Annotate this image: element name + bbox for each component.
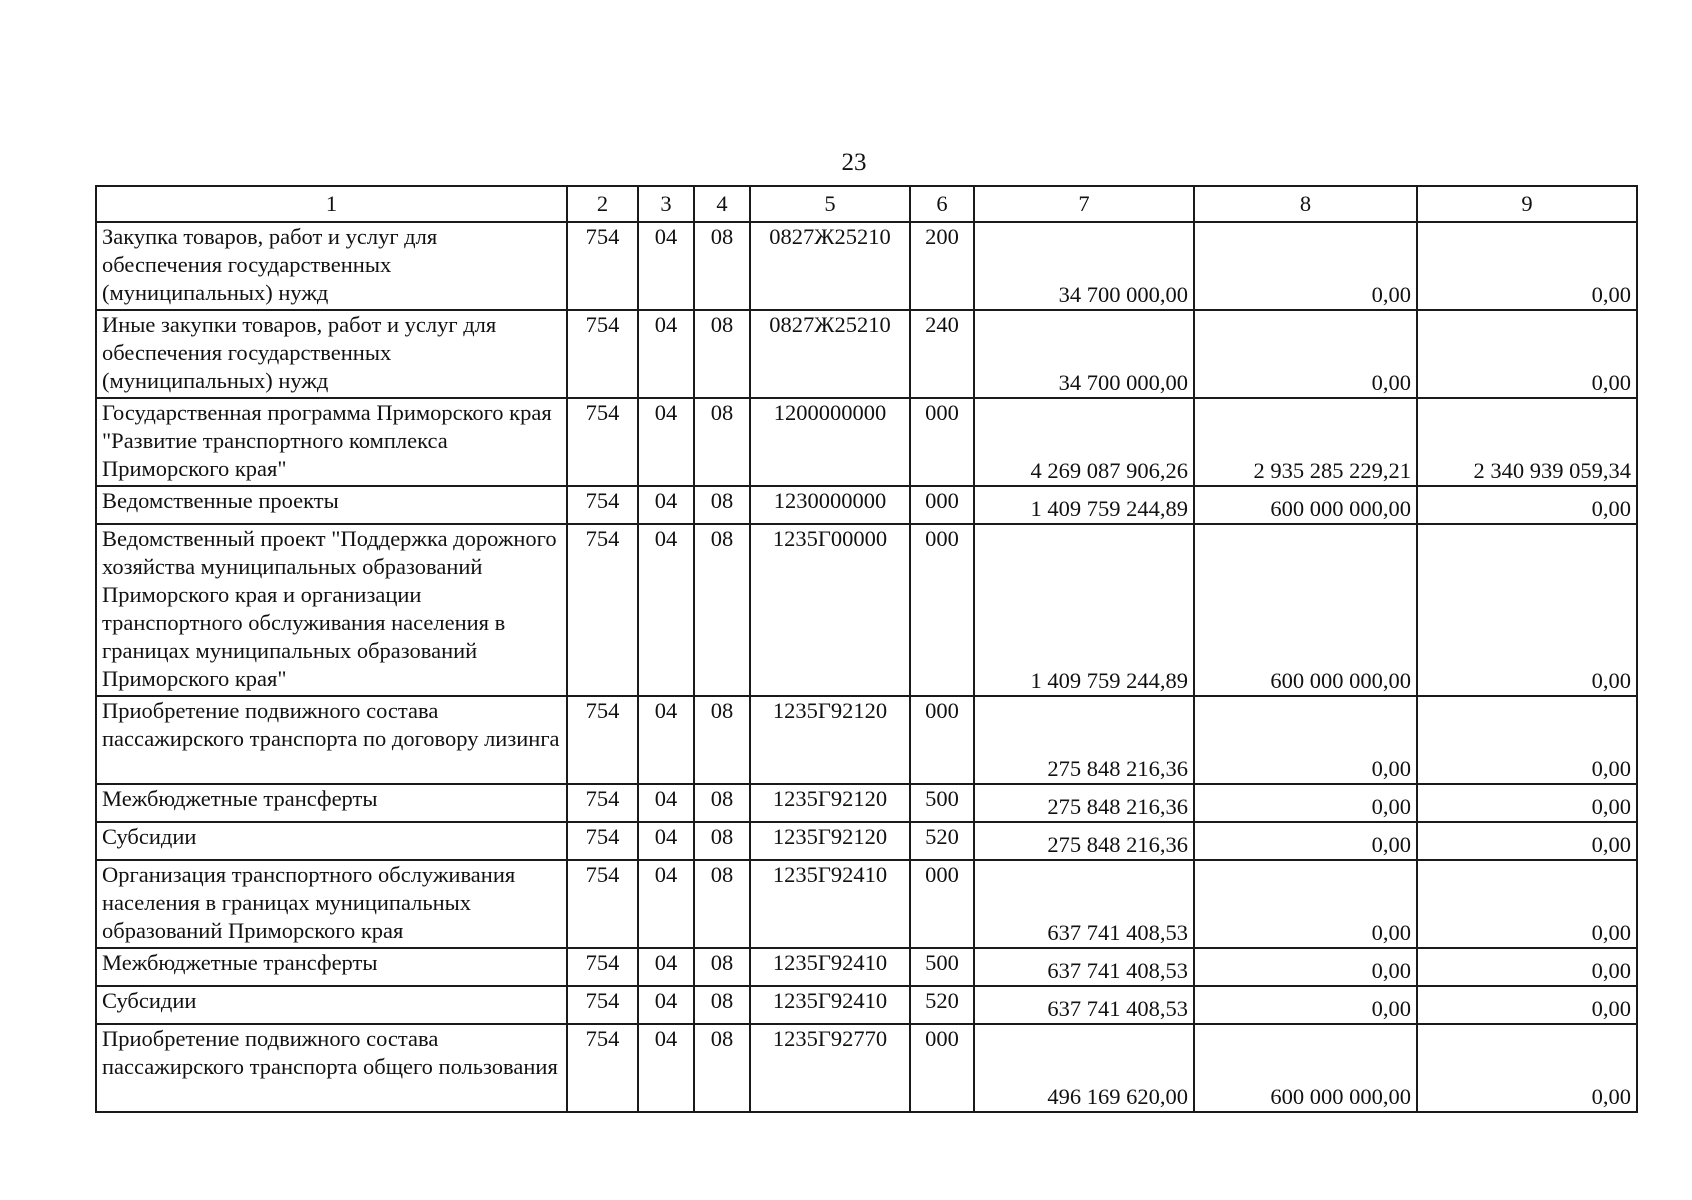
cell-amount-7: 637 741 408,53 — [974, 948, 1194, 986]
cell-code-5: 1235Г92120 — [750, 696, 910, 784]
cell-amount-7: 637 741 408,53 — [974, 860, 1194, 948]
cell-code-5: 1235Г92770 — [750, 1024, 910, 1112]
cell-amount-8: 0,00 — [1194, 310, 1417, 398]
cell-amount-9: 0,00 — [1417, 948, 1637, 986]
cell-code-4: 08 — [694, 222, 750, 310]
cell-code-3: 04 — [638, 310, 694, 398]
column-header: 4 — [694, 186, 750, 222]
cell-amount-9: 0,00 — [1417, 784, 1637, 822]
cell-code-2: 754 — [567, 222, 638, 310]
row-name: Межбюджетные трансферты — [96, 948, 567, 986]
row-name: Государственная программа Приморского края "Развитие транспортного комплекса Приморского края" — [96, 398, 567, 486]
cell-amount-9: 0,00 — [1417, 986, 1637, 1024]
cell-code-6: 000 — [910, 486, 974, 524]
row-name: Иные закупки товаров, работ и услуг для обеспечения государственных (муниципальных) нужд — [96, 310, 567, 398]
table-row — [96, 948, 1637, 986]
budget-table — [95, 185, 1638, 1113]
table-row — [96, 310, 1637, 398]
column-header: 5 — [750, 186, 910, 222]
cell-code-2: 754 — [567, 784, 638, 822]
cell-amount-9: 0,00 — [1417, 222, 1637, 310]
cell-code-5: 1230000000 — [750, 486, 910, 524]
cell-code-6: 000 — [910, 1024, 974, 1112]
row-name: Ведомственный проект "Поддержка дорожного хозяйства муниципальных образований Приморского края и организации транспортного обслуживания населения в границах муниципальных образований Приморского края" — [96, 524, 567, 696]
cell-code-6: 200 — [910, 222, 974, 310]
cell-code-2: 754 — [567, 1024, 638, 1112]
cell-code-5: 1235Г92410 — [750, 948, 910, 986]
cell-amount-7: 1 409 759 244,89 — [974, 486, 1194, 524]
cell-amount-7: 4 269 087 906,26 — [974, 398, 1194, 486]
column-header: 8 — [1194, 186, 1417, 222]
cell-amount-8: 0,00 — [1194, 948, 1417, 986]
cell-code-6: 000 — [910, 524, 974, 696]
cell-amount-8: 0,00 — [1194, 696, 1417, 784]
cell-code-6: 500 — [910, 784, 974, 822]
cell-code-5: 1235Г92120 — [750, 784, 910, 822]
table-row — [96, 696, 1637, 784]
cell-amount-7: 275 848 216,36 — [974, 696, 1194, 784]
page-number: 23 — [841, 149, 867, 176]
cell-code-4: 08 — [694, 860, 750, 948]
cell-code-3: 04 — [638, 986, 694, 1024]
cell-code-5: 1235Г92410 — [750, 986, 910, 1024]
cell-code-2: 754 — [567, 310, 638, 398]
cell-code-6: 520 — [910, 822, 974, 860]
column-header: 1 — [96, 186, 567, 222]
cell-amount-7: 275 848 216,36 — [974, 822, 1194, 860]
cell-code-2: 754 — [567, 486, 638, 524]
cell-code-4: 08 — [694, 398, 750, 486]
column-header: 7 — [974, 186, 1194, 222]
cell-amount-8: 600 000 000,00 — [1194, 486, 1417, 524]
cell-code-4: 08 — [694, 1024, 750, 1112]
row-name: Приобретение подвижного состава пассажирского транспорта общего пользования — [96, 1024, 567, 1112]
table-row — [96, 398, 1637, 486]
cell-amount-7: 34 700 000,00 — [974, 310, 1194, 398]
cell-code-4: 08 — [694, 486, 750, 524]
cell-code-3: 04 — [638, 822, 694, 860]
cell-code-3: 04 — [638, 222, 694, 310]
row-name: Ведомственные проекты — [96, 486, 567, 524]
cell-code-3: 04 — [638, 524, 694, 696]
cell-code-4: 08 — [694, 948, 750, 986]
cell-amount-9: 0,00 — [1417, 822, 1637, 860]
cell-code-5: 0827Ж25210 — [750, 310, 910, 398]
cell-code-5: 1235Г00000 — [750, 524, 910, 696]
table-row — [96, 784, 1637, 822]
cell-code-6: 000 — [910, 696, 974, 784]
cell-amount-7: 34 700 000,00 — [974, 222, 1194, 310]
cell-code-2: 754 — [567, 860, 638, 948]
column-header: 9 — [1417, 186, 1637, 222]
cell-code-6: 240 — [910, 310, 974, 398]
cell-amount-8: 0,00 — [1194, 986, 1417, 1024]
cell-amount-9: 2 340 939 059,34 — [1417, 398, 1637, 486]
cell-code-3: 04 — [638, 860, 694, 948]
column-header: 2 — [567, 186, 638, 222]
cell-code-2: 754 — [567, 822, 638, 860]
cell-code-5: 1235Г92410 — [750, 860, 910, 948]
table-row — [96, 1024, 1637, 1112]
table-row — [96, 222, 1637, 310]
cell-amount-8: 0,00 — [1194, 784, 1417, 822]
row-name: Приобретение подвижного состава пассажирского транспорта по договору лизинга — [96, 696, 567, 784]
cell-amount-7: 637 741 408,53 — [974, 986, 1194, 1024]
cell-amount-9: 0,00 — [1417, 524, 1637, 696]
cell-code-3: 04 — [638, 398, 694, 486]
cell-code-6: 000 — [910, 860, 974, 948]
cell-amount-7: 1 409 759 244,89 — [974, 524, 1194, 696]
row-name: Организация транспортного обслуживания населения в границах муниципальных образований Приморского края — [96, 860, 567, 948]
cell-code-4: 08 — [694, 310, 750, 398]
cell-amount-9: 0,00 — [1417, 696, 1637, 784]
cell-code-3: 04 — [638, 784, 694, 822]
cell-code-2: 754 — [567, 948, 638, 986]
cell-code-6: 500 — [910, 948, 974, 986]
cell-code-4: 08 — [694, 822, 750, 860]
cell-code-3: 04 — [638, 948, 694, 986]
row-name: Межбюджетные трансферты — [96, 784, 567, 822]
cell-amount-7: 496 169 620,00 — [974, 1024, 1194, 1112]
column-header: 6 — [910, 186, 974, 222]
table-row — [96, 822, 1637, 860]
cell-code-4: 08 — [694, 524, 750, 696]
cell-code-2: 754 — [567, 696, 638, 784]
cell-code-6: 520 — [910, 986, 974, 1024]
cell-code-5: 0827Ж25210 — [750, 222, 910, 310]
cell-code-2: 754 — [567, 524, 638, 696]
cell-code-2: 754 — [567, 398, 638, 486]
cell-code-6: 000 — [910, 398, 974, 486]
cell-code-3: 04 — [638, 486, 694, 524]
cell-code-5: 1200000000 — [750, 398, 910, 486]
cell-amount-8: 0,00 — [1194, 222, 1417, 310]
table-row — [96, 860, 1637, 948]
cell-code-3: 04 — [638, 1024, 694, 1112]
column-header: 3 — [638, 186, 694, 222]
row-name: Субсидии — [96, 986, 567, 1024]
cell-amount-8: 600 000 000,00 — [1194, 1024, 1417, 1112]
cell-code-2: 754 — [567, 986, 638, 1024]
cell-amount-8: 600 000 000,00 — [1194, 524, 1417, 696]
cell-code-4: 08 — [694, 696, 750, 784]
row-name: Субсидии — [96, 822, 567, 860]
cell-amount-7: 275 848 216,36 — [974, 784, 1194, 822]
row-name: Закупка товаров, работ и услуг для обеспечения государственных (муниципальных) нужд — [96, 222, 567, 310]
cell-amount-9: 0,00 — [1417, 486, 1637, 524]
table-row — [96, 986, 1637, 1024]
cell-amount-8: 2 935 285 229,21 — [1194, 398, 1417, 486]
cell-code-4: 08 — [694, 986, 750, 1024]
cell-code-5: 1235Г92120 — [750, 822, 910, 860]
table-row — [96, 486, 1637, 524]
table-header-row — [96, 186, 1637, 222]
table-row — [96, 524, 1637, 696]
cell-code-4: 08 — [694, 784, 750, 822]
cell-amount-9: 0,00 — [1417, 1024, 1637, 1112]
cell-amount-9: 0,00 — [1417, 310, 1637, 398]
cell-amount-9: 0,00 — [1417, 860, 1637, 948]
cell-code-3: 04 — [638, 696, 694, 784]
cell-amount-8: 0,00 — [1194, 822, 1417, 860]
cell-amount-8: 0,00 — [1194, 860, 1417, 948]
